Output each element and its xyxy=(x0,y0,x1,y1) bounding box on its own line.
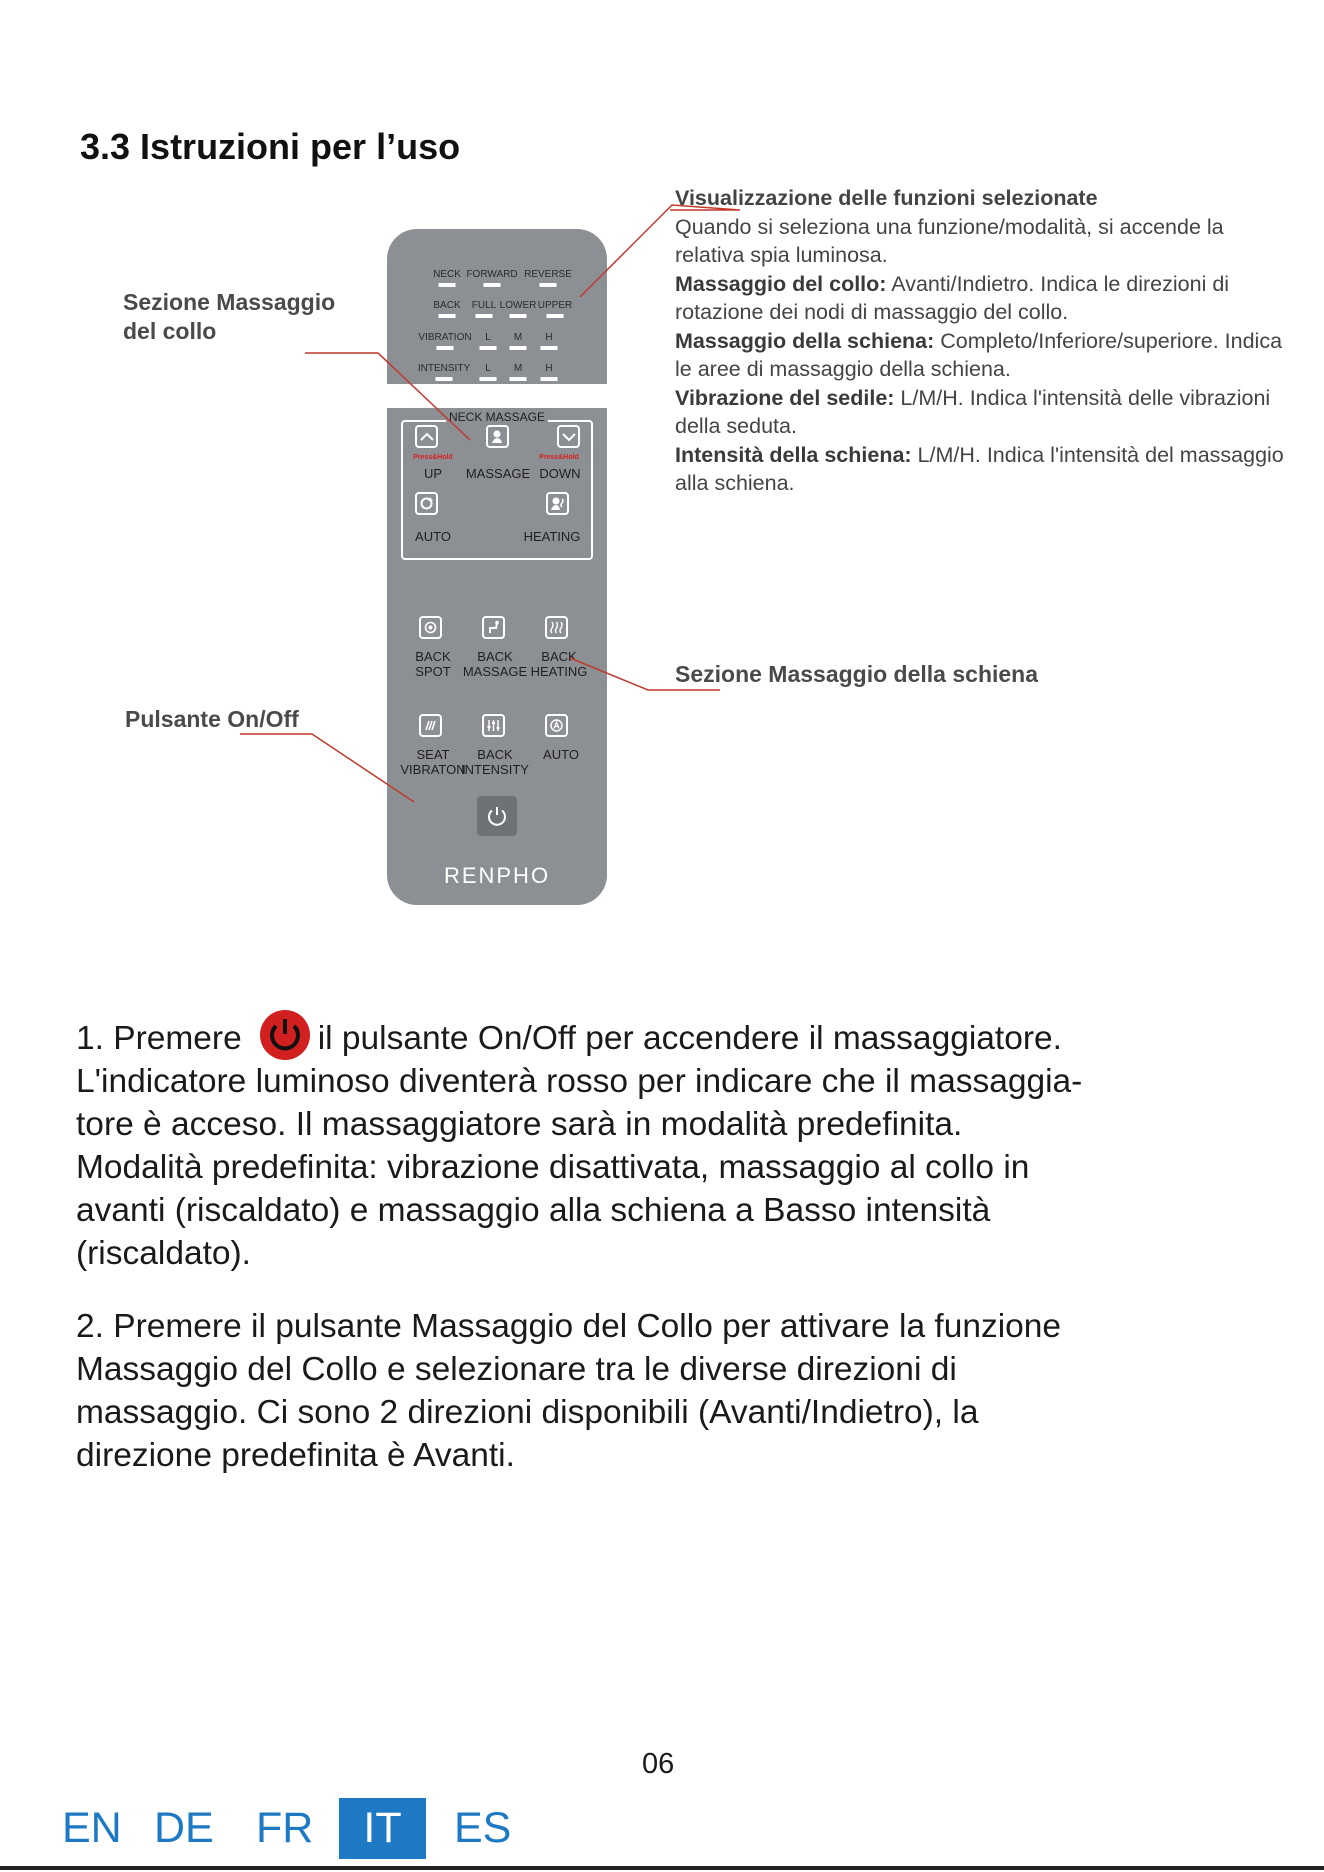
back-intensity-label: BACK INTENSITY xyxy=(461,747,529,777)
seat-vibration-button[interactable] xyxy=(419,714,442,737)
sliders-icon xyxy=(486,718,501,733)
indicator-light xyxy=(540,283,557,287)
step2-line: direzione predefinita è Avanti. xyxy=(76,1437,515,1474)
info-term: Intensità della schiena: xyxy=(675,442,912,467)
step1-post: il pulsante On/Off per accendere il massaggiatore. xyxy=(317,1020,1062,1057)
indicator-row-vibration xyxy=(387,332,607,358)
seat-vibration-label: SEAT VIBRATON xyxy=(400,747,466,777)
indicator-label: FULL xyxy=(471,300,497,311)
indicator-row-intensity xyxy=(387,363,607,389)
chevron-up-icon xyxy=(419,432,435,442)
display-heading: Visualizzazione delle funzioni selezionate xyxy=(675,186,1098,210)
step1-line: Modalità predefinita: vibrazione disattivata, massaggio al collo in xyxy=(76,1149,1030,1186)
back-spot-button[interactable] xyxy=(419,616,442,639)
info-desc: L/M/H. Indica l'intensità del massaggio alla schiena. xyxy=(675,442,1284,495)
auto-label: AUTO xyxy=(415,529,451,544)
power-icon xyxy=(260,1010,310,1060)
neck-massage-title: NECK MASSAGE xyxy=(387,410,607,424)
step1-line: (riscaldato). xyxy=(76,1235,251,1272)
step2-line: Massaggio del Collo e selezionare tra le diverse direzioni di xyxy=(76,1351,957,1388)
info-item xyxy=(675,270,1290,327)
indicator-light xyxy=(476,314,493,318)
chevron-down-icon xyxy=(561,432,577,442)
indicator-label: UPPER xyxy=(537,300,573,311)
auto-cycle-icon xyxy=(419,496,434,511)
indicator-label: REVERSE xyxy=(524,269,572,280)
indicator-light xyxy=(480,346,497,350)
info-term: Massaggio del collo: xyxy=(675,271,887,296)
info-item xyxy=(675,327,1290,384)
power-button[interactable] xyxy=(477,796,517,836)
neck-heating-button[interactable] xyxy=(546,492,569,515)
lang-tab-it[interactable]: IT xyxy=(339,1798,426,1859)
back-massage-button[interactable] xyxy=(482,616,505,639)
neck-massage-button[interactable] xyxy=(486,425,509,448)
neck-massage-icon xyxy=(490,429,505,444)
down-button[interactable] xyxy=(557,425,580,448)
press-hold-note: Press&Hold xyxy=(413,454,453,461)
up-button[interactable] xyxy=(415,425,438,448)
step1-pre: 1. Premere xyxy=(76,1020,242,1057)
indicator-label: H xyxy=(545,363,553,374)
lang-tab-fr[interactable]: FR xyxy=(256,1804,314,1852)
indicator-light xyxy=(510,314,527,318)
indicator-label: VIBRATION xyxy=(418,332,472,343)
bottom-divider xyxy=(0,1866,1324,1870)
indicator-label: LOWER xyxy=(499,300,537,311)
indicator-row-back xyxy=(387,300,607,326)
brand-logo: RENPHO xyxy=(443,863,551,888)
indicator-light xyxy=(439,283,456,287)
neck-section-callout-line2: del collo xyxy=(123,318,217,344)
power-button-callout: Pulsante On/Off xyxy=(125,706,299,732)
info-desc: Avanti/Indietro. Indica le direzioni di rotazione dei nodi di massaggio del collo. xyxy=(675,271,1230,324)
step1-line: avanti (riscaldato) e massaggio alla schiena a Basso intensità xyxy=(76,1192,991,1229)
indicator-light xyxy=(480,377,497,381)
instruction-step-1 xyxy=(76,1010,1266,1275)
remote-button-panel xyxy=(387,408,607,905)
neck-heat-icon xyxy=(550,496,565,511)
indicator-label: INTENSITY xyxy=(417,363,471,374)
indicator-label: H xyxy=(545,332,553,343)
back-intensity-button[interactable] xyxy=(482,714,505,737)
back-massage-icon xyxy=(486,620,501,635)
info-term: Massaggio della schiena: xyxy=(675,328,935,353)
indicator-light xyxy=(547,314,564,318)
indicator-label: NECK xyxy=(433,269,461,280)
page-number: 06 xyxy=(642,1748,675,1780)
auto-a-icon xyxy=(549,718,564,733)
display-callout xyxy=(675,184,1290,498)
up-label: UP xyxy=(423,466,443,481)
down-label: DOWN xyxy=(539,466,581,481)
info-desc: L/M/H. Indica l'intensità delle vibrazioni della seduta. xyxy=(675,385,1271,438)
back-spot-label: BACK SPOT xyxy=(415,649,451,679)
indicator-light xyxy=(541,346,558,350)
back-massage-label: BACK MASSAGE xyxy=(462,649,528,679)
massage-label: MASSAGE xyxy=(465,466,531,481)
indicator-light xyxy=(437,346,454,350)
indicator-label: L xyxy=(485,332,491,343)
lang-tab-en[interactable]: EN xyxy=(62,1804,122,1852)
neck-section-callout-line1: Sezione Massaggio xyxy=(123,289,336,315)
remote-indicator-panel xyxy=(387,229,607,384)
indicator-light xyxy=(541,377,558,381)
display-desc: Quando si seleziona una funzione/modalità, si accende la relativa spia luminosa. xyxy=(675,214,1224,267)
indicator-light xyxy=(484,283,501,287)
indicator-label: FORWARD xyxy=(466,269,518,280)
press-hold-note: Press&Hold xyxy=(539,454,579,461)
indicator-label: M xyxy=(513,332,523,343)
step1-first-line xyxy=(76,1010,1266,1060)
neck-section-callout xyxy=(123,288,335,346)
info-term: Vibrazione del sedile: xyxy=(675,385,895,410)
indicator-light xyxy=(510,377,527,381)
neck-auto-button[interactable] xyxy=(415,492,438,515)
section-title: 3.3 Istruzioni per l’uso xyxy=(80,126,461,167)
indicator-label: M xyxy=(513,363,523,374)
indicator-label: BACK xyxy=(433,300,461,311)
step2-line: massaggio. Ci sono 2 direzioni disponibili (Avanti/Indietro), la xyxy=(76,1394,979,1431)
info-item xyxy=(675,384,1290,441)
step2-line: 2. Premere il pulsante Massaggio del Collo per attivare la funzione xyxy=(76,1308,1062,1345)
lang-tab-es[interactable]: ES xyxy=(454,1804,512,1852)
indicator-light xyxy=(439,314,456,318)
back-section-callout: Sezione Massaggio della schiena xyxy=(675,661,1039,687)
indicator-row-neck xyxy=(387,269,607,295)
heating-label: HEATING xyxy=(523,529,581,544)
back-auto-button[interactable] xyxy=(545,714,568,737)
back-auto-label: AUTO xyxy=(543,747,579,762)
step1-line: tore è acceso. Il massaggiatore sarà in modalità predefinita. xyxy=(76,1106,963,1143)
back-heating-button[interactable] xyxy=(545,616,568,639)
step1-line: L'indicatore luminoso diventerà rosso per indicare che il massaggia- xyxy=(76,1063,1083,1100)
lang-tab-de[interactable]: DE xyxy=(154,1804,214,1852)
indicator-label: L xyxy=(485,363,491,374)
vibration-icon xyxy=(423,718,438,733)
info-desc: Completo/Inferiore/superiore. Indica le aree di massaggio della schiena. xyxy=(675,328,1283,381)
heat-waves-icon xyxy=(549,620,564,635)
power-icon xyxy=(485,804,509,828)
target-icon xyxy=(423,620,438,635)
info-item xyxy=(675,441,1290,498)
indicator-light xyxy=(510,346,527,350)
indicator-light xyxy=(436,377,453,381)
instruction-step-2 xyxy=(76,1305,1266,1477)
back-heating-label: BACK HEATING xyxy=(530,649,588,679)
